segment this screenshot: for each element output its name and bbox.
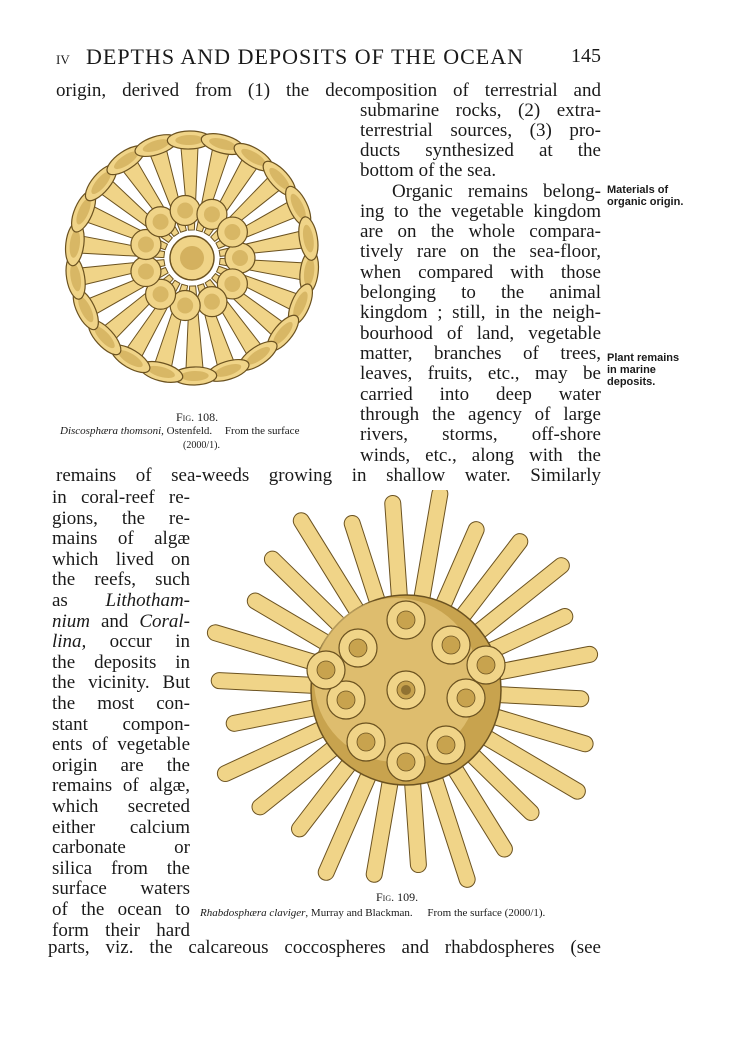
body-line: surface waters xyxy=(52,878,190,900)
figure-108-species: Discosphæra thomsoni xyxy=(60,425,162,437)
body-line: winds, etc., along with the xyxy=(360,445,601,466)
figure-109-caption: Rhabdosphæra claviger, Murray and Blackman. From the surface (2000/1). xyxy=(200,907,546,919)
page-number: 145 xyxy=(571,45,601,67)
body-line: gions, the re- xyxy=(52,507,190,529)
body-line: remains of algæ, xyxy=(52,775,190,797)
running-title: DEPTHS AND DEPOSITS OF THE OCEAN xyxy=(86,44,525,69)
body-line: carried into deep water xyxy=(360,384,601,405)
body-line: are on the whole compara- xyxy=(360,221,601,242)
body-line: matter, branches of trees, xyxy=(360,343,601,364)
chapter-number: IV xyxy=(56,52,70,67)
body-line: kingdom ; still, in the neigh- xyxy=(360,302,601,323)
body-line: as Lithotham- xyxy=(52,590,190,611)
figure-109-species: Rhabdosphæra claviger xyxy=(200,907,306,919)
marginal-note-plant-remains: Plant remains in marine deposits. xyxy=(607,352,680,388)
body-line: ducts synthesized at the xyxy=(360,140,601,161)
body-line: either calcium xyxy=(52,816,190,838)
body-line: tively rare on the sea-floor, xyxy=(360,241,601,262)
body-line: nium and Coral- xyxy=(52,610,190,632)
body-line: stant compon- xyxy=(52,713,190,735)
figure-109-rhabdosphaera xyxy=(196,490,616,890)
body-line: which lived on xyxy=(52,548,190,570)
body-line: origin, derived from (1) the decomposition of terrestrial and xyxy=(56,80,601,101)
marginal-note-materials: Materials of organic origin. xyxy=(607,184,684,208)
body-line: submarine rocks, (2) extra- xyxy=(360,100,601,121)
body-line: bottom of the sea. xyxy=(360,160,497,181)
body-line: of the ocean to xyxy=(52,899,190,920)
body-line: Organic remains belong- xyxy=(392,181,601,202)
figure-108-label: Fig. 108. xyxy=(176,410,219,424)
body-line: parts, viz. the calcareous coccospheres and rhabdospheres (see xyxy=(48,937,601,958)
figure-108-caption: Discosphæra thomsoni, Ostenfeld. From the surface xyxy=(60,425,300,437)
figure-109-label: Fig. 109. xyxy=(376,890,419,904)
body-line: carbonate or xyxy=(52,837,190,859)
body-line: leaves, fruits, etc., may be xyxy=(360,363,601,384)
body-line: through the agency of large xyxy=(360,404,601,425)
body-line: lina, occur in xyxy=(52,631,190,653)
body-line: the most con- xyxy=(52,693,190,714)
body-line: origin are the xyxy=(52,754,190,776)
body-line: the reefs, such xyxy=(52,569,190,591)
body-line: remains of sea-weeds growing in shallow water. Similarly xyxy=(56,465,601,486)
body-line: form their hard xyxy=(52,919,190,941)
body-line: belonging to the animal xyxy=(360,282,601,303)
body-line: bourhood of land, vegetable xyxy=(360,323,601,344)
figure-108-magnification: (2000/1). xyxy=(183,440,220,451)
body-line: in coral-reef re- xyxy=(52,487,190,508)
body-line: when compared with those xyxy=(360,262,601,283)
body-line: which secreted xyxy=(52,796,190,817)
body-line: mains of algæ xyxy=(52,528,191,550)
running-header xyxy=(56,42,601,72)
figure-108-discosphaera xyxy=(42,108,342,408)
body-line: terrestrial sources, (3) pro- xyxy=(360,120,601,141)
body-line: ing to the vegetable kingdom xyxy=(360,201,601,222)
body-line: ents of vegetable xyxy=(52,734,191,756)
body-line: rivers, storms, off-shore xyxy=(360,424,601,445)
body-line: the vicinity. But xyxy=(52,672,190,694)
body-line: the deposits in xyxy=(52,651,190,673)
body-line: silica from the xyxy=(52,857,190,879)
